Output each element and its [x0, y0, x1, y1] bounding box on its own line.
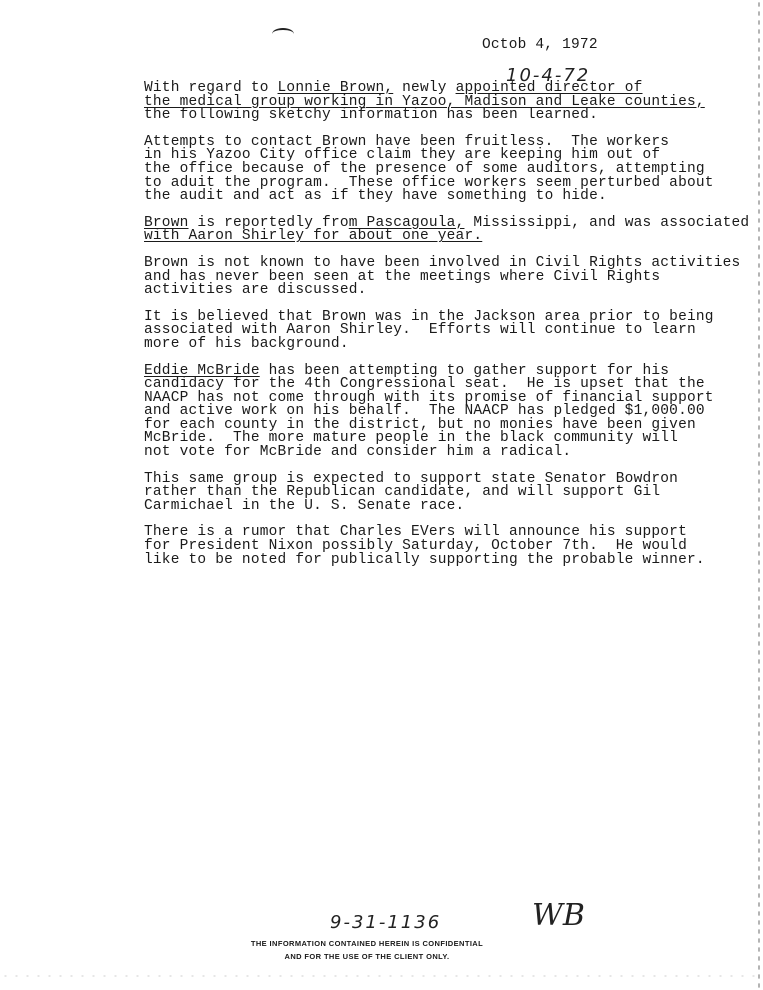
text-line — [144, 497, 754, 514]
confidentiality-footer — [232, 937, 502, 963]
memo-body — [144, 82, 754, 580]
text-line — [144, 230, 754, 244]
text-segment: Brown is not known to have been involved in Civil Rights activities — [144, 254, 741, 271]
text-segment: and has never been seen at the meetings where Civil Rights — [144, 268, 661, 285]
text-segment: not vote for McBride and consider him a radical. — [144, 444, 572, 461]
text-line — [144, 446, 754, 460]
text-segment: newly — [393, 80, 456, 96]
handwritten-file-number: 9-31-1136 — [330, 912, 442, 933]
text-segment: more of his background. — [144, 335, 349, 352]
punch-hole-dots — [757, 0, 761, 990]
text-segment: It is believed that Brown was in the Jackson area prior to being — [144, 308, 714, 325]
text-line — [144, 109, 754, 123]
paragraph — [144, 470, 754, 514]
handwritten-date: 10-4-72 — [506, 65, 591, 86]
bottom-edge-dots — [0, 974, 763, 978]
text-line — [144, 335, 754, 352]
text-line — [144, 190, 754, 204]
text-line — [144, 284, 754, 298]
underlined-text: appointed director of — [455, 80, 643, 96]
text-segment: candidacy for the 4th Congressional seat. He is upset that the — [144, 376, 705, 393]
paragraph — [144, 214, 754, 245]
paragraph — [144, 308, 754, 352]
paragraph — [144, 254, 754, 299]
text-segment: McBride. The more mature people in the black community will — [144, 430, 679, 447]
text-segment: and active work on his behalf. The NAACP has pledged $1,000.00 — [144, 403, 705, 420]
top-pen-mark — [272, 28, 294, 40]
handwritten-signature: WB — [532, 898, 585, 933]
text-segment: in his Yazoo City office claim they are keeping him out of — [144, 147, 661, 164]
paragraph — [144, 82, 754, 123]
typed-date: Octob 4, 1972 — [482, 37, 598, 53]
text-segment: associated with Aaron Shirley. Efforts will continue to learn — [144, 322, 696, 339]
text-segment: Mississippi, and was associated — [464, 214, 750, 231]
underlined-text: m Pascagoula, — [348, 214, 465, 231]
text-segment: the following sketchy information has been learned. — [144, 107, 598, 124]
text-segment: the audit and act as if they have something to hide. — [144, 188, 607, 205]
underlined-text: with Aaron Shirley for about one year. — [144, 228, 483, 245]
text-segment: Carmichael in the U. S. Senate race. — [144, 497, 465, 514]
paragraph — [144, 526, 754, 567]
paragraph — [144, 362, 754, 461]
text-segment: the office because of the presence of some auditors, attempting — [144, 160, 705, 177]
text-segment: like to be noted for publically supporting the probable winner. — [144, 551, 705, 568]
underlined-text: Eddie McBride — [144, 362, 260, 379]
paragraph — [144, 133, 754, 205]
footer-line-1: THE INFORMATION CONTAINED HEREIN IS CONFIDENTIAL — [250, 939, 484, 948]
text-segment: Attempts to contact Brown have been fruitless. The workers — [144, 133, 670, 150]
text-segment: With regard to — [144, 80, 278, 96]
text-segment: has been attempting to gather support for his — [259, 362, 670, 379]
text-segment: to aduit the program. These office workers seem perturbed about — [144, 174, 714, 191]
underlined-text: Brown — [144, 214, 189, 231]
footer-line-2: AND FOR THE USE OF THE CLIENT ONLY. — [284, 952, 450, 961]
text-line — [144, 551, 754, 568]
text-segment: There is a rumor that Charles EVers will announce his support — [144, 524, 687, 541]
text-segment: rather than the Republican candidate, and will support Gil — [144, 484, 661, 501]
text-segment: is reportedly fro — [188, 214, 349, 231]
text-segment: NAACP has not come through with its promise of financial support — [144, 389, 714, 406]
text-segment: This same group is expected to support state Senator Bowdron — [144, 470, 679, 487]
underlined-text: Lonnie Brown, — [277, 80, 394, 96]
text-segment: activities are discussed. — [144, 282, 367, 299]
text-segment: for each county in the district, but no monies have been given — [144, 416, 696, 433]
text-segment: for President Nixon possibly Saturday, October 7th. He would — [144, 538, 687, 555]
underlined-text: the medical group working in Yazoo, Madison and Leake counties, — [144, 93, 705, 110]
